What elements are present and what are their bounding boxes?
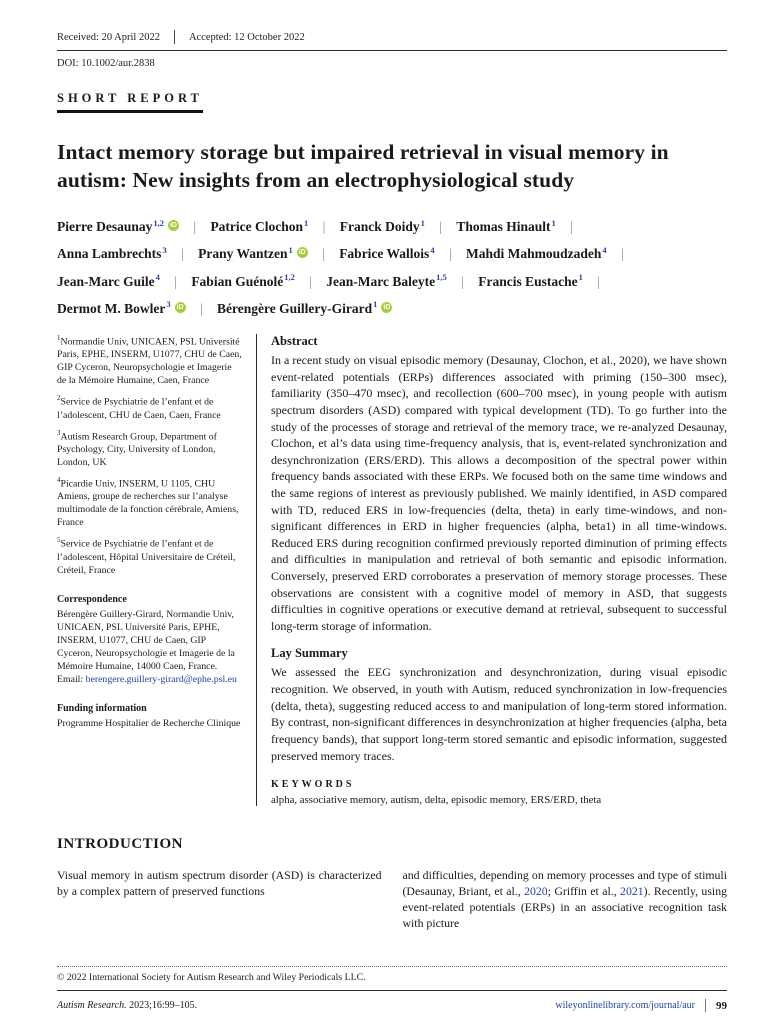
- author-separator: |: [439, 219, 442, 235]
- introduction-columns: [57, 867, 727, 931]
- author-name: Bérengère Guillery-Girard: [217, 300, 373, 316]
- affiliation: [57, 394, 243, 421]
- author-separator: |: [309, 273, 312, 289]
- author-name: Fabian Guénolé: [191, 273, 284, 289]
- header-rule: [57, 50, 727, 51]
- page-title: Intact memory storage but impaired retrieval in visual memory in autism: New insights from an electrophysiological study: [57, 140, 669, 192]
- author-name: Anna Lambrechts: [57, 246, 162, 262]
- citation-link[interactable]: 2020: [524, 884, 548, 899]
- author-affiliation-sup: 1,5: [436, 272, 447, 282]
- author-separator: |: [621, 246, 624, 262]
- introduction-heading: INTRODUCTION: [57, 836, 184, 853]
- doi: DOI: 10.1002/aur.2838: [57, 58, 155, 69]
- affiliation-text: Normandie Univ, UNICAEN, PSL Université Paris, EPHE, INSERM, U1077, CHU de Caen, GIP Cyceron, Neuropsychologie et Imagerie de la Mémoire Humaine, Caen, France: [57, 336, 242, 387]
- keywords-list: alpha, associative memory, autism, delta, episodic memory, ERS/ERD, theta: [271, 794, 602, 807]
- author-affiliation-sup: 1,2: [153, 217, 164, 228]
- author: [210, 219, 308, 234]
- received-accepted-row: [57, 30, 727, 44]
- author: [478, 274, 583, 289]
- author-affiliation-sup: 1,2: [284, 272, 295, 282]
- author-affiliation-sup: 1: [551, 217, 556, 228]
- author-affiliation-sup: 4: [430, 244, 435, 255]
- author-affiliation-sup: 1: [578, 272, 583, 282]
- author: [198, 246, 308, 261]
- abstract-heading: Abstract: [271, 334, 318, 349]
- page-footer: [57, 966, 727, 1012]
- author: [57, 219, 179, 234]
- author-separator: |: [199, 300, 203, 316]
- author: [339, 246, 434, 261]
- author-affiliation-sup: 4: [602, 244, 607, 255]
- author-name: Jean-Marc Guile: [57, 273, 155, 289]
- intro-text: ). Recently, using event-related potentials (ERPs) in an associative recognition task with picture: [402, 884, 727, 931]
- correspondence-text: [57, 608, 243, 686]
- author-separator: |: [461, 273, 464, 289]
- introduction-left-column: Visual memory in autism spectrum disorder (ASD) is characterized by a complex pattern of preserved functions: [57, 868, 382, 899]
- intro-text: ; Griffin et al.,: [547, 884, 621, 899]
- author-separator: |: [448, 246, 452, 262]
- affiliation-text: Service de Psychiatrie de l’enfant et de l’adolescent, Hôpital Universitaire de Créteil, Créteil, France: [57, 538, 236, 576]
- author-affiliation-sup: 4: [155, 272, 160, 282]
- affiliation-sup: 2: [57, 394, 61, 403]
- author-list: [57, 217, 727, 318]
- sidebar: [57, 334, 243, 806]
- introduction-right-column: [403, 867, 728, 931]
- author-name: Dermot M. Bowler: [57, 300, 166, 316]
- intro-text: and difficulties, depending on memory processes and type of stimuli (Desaunay, Briant, et al.,: [402, 868, 727, 899]
- affiliation: [57, 476, 243, 529]
- affiliation: [57, 536, 243, 576]
- author-name: Prany Wantzen: [198, 246, 288, 262]
- footer-row: [57, 999, 727, 1012]
- author-affiliation-sup: 3: [166, 299, 171, 310]
- author-name: Francis Eustache: [478, 273, 578, 289]
- orcid-icon[interactable]: iD: [383, 303, 391, 311]
- accepted-date: Accepted: 12 October 2022: [188, 31, 305, 43]
- page-number: 99: [716, 999, 727, 1012]
- dotted-rule: [57, 966, 727, 967]
- author-name: Thomas Hinault: [456, 219, 551, 235]
- author: [57, 274, 160, 289]
- author-separator: |: [322, 219, 326, 235]
- funding-heading: Funding information: [57, 703, 147, 715]
- abstract-section: [256, 334, 727, 806]
- orcid-icon[interactable]: iD: [298, 249, 306, 257]
- email-label: Email:: [57, 674, 86, 686]
- footer-right: [555, 999, 727, 1012]
- journal-name: Autism Research.: [57, 1000, 127, 1011]
- author-affiliation-sup: 1: [304, 217, 309, 228]
- author-line: [57, 244, 727, 264]
- author-line: [57, 298, 727, 318]
- author-separator: |: [597, 273, 600, 289]
- email-link[interactable]: berengere.guillery-girard@ephe.psl.eu: [85, 674, 237, 686]
- section-label: SHORT REPORT: [57, 91, 203, 113]
- author-separator: |: [570, 219, 573, 235]
- author: [466, 246, 607, 261]
- author-name: Patrice Clochon: [210, 219, 304, 235]
- footer-rule: [57, 990, 727, 991]
- received-date: Received: 20 April 2022: [57, 31, 160, 43]
- author-separator: |: [193, 219, 197, 235]
- author-name: Pierre Desaunay: [57, 219, 153, 235]
- citation-link[interactable]: 2021: [620, 884, 644, 899]
- author: [326, 274, 446, 289]
- affiliation: [57, 429, 243, 469]
- journal-url-link[interactable]: wileyonlinelibrary.com/journal/aur: [555, 1000, 695, 1011]
- lay-summary-body: We assessed the EEG synchronization and desynchronization, during visual episodic recognition. We observed, in youth with Autism, reduced synchronization in low-frequencies (delta, theta), suggesting reduced access to and manipulation of long-term stored information. By contrast, non-significant differences in desynchronization at higher frequencies (alpha, beta frequency bands), that support long-term stored semantic and episodic information, suggested preserved memory traces.: [271, 665, 727, 763]
- author-name: Mahdi Mahmoudzadeh: [466, 246, 602, 262]
- author: [57, 246, 167, 261]
- author-separator: |: [181, 246, 184, 262]
- citation-detail: 2023;16:99–105.: [126, 1000, 198, 1011]
- author-name: Franck Doidy: [339, 219, 420, 235]
- affiliation-text: Service de Psychiatrie de l’enfant et de l’adolescent, CHU de Caen, Caen, France: [57, 396, 221, 421]
- author-name: Jean-Marc Baleyte: [326, 273, 436, 289]
- author: [217, 301, 392, 316]
- author-separator: |: [322, 246, 325, 262]
- abstract-body: In a recent study on visual episodic memory (Desaunay, Clochon, et al., 2020), we have shown event-related potentials (ERPs) differences associated with priming (150–300 msec), familiarity (350–470 msec), and recollection (600–700 msec), in young people with autism spectrum disorders (ASD) compared with typical development (TD). To go further into the study of the processes of storage and retrieval of the memory trace, we re-analyzed Desaunay, Clochon, et al’s data using time-frequency analysis, that is, event-related synchronization and desynchronization (ERS/ERD). This allows a decomposition of the spectral power within frequency bands associated with these ERPs. We focused both on the same time windows and the same regions of interest as previously published. We mainly identified, in ASD compared with TD, reduced ERS in low-frequencies (delta, theta) in early time-windows, and non-significant differences in ERD in higher frequencies (alpha, beta1) in all time-windows. Reduced ERS during recognition confirmed previously reported diminution of priming effects and difficulties in manipulation and retrieval of both semantic and episodic information. Conversely, preserved ERD corroborates a preservation of memory storage processes. These observations are consistent with a cognitive model of memory in ASD, that suggests difficulties in cognitive operations or executive demand at retrieval, subsequent to successful long-term storage of information.: [271, 353, 727, 633]
- correspondence-heading: Correspondence: [57, 593, 127, 605]
- author-affiliation-sup: 1: [373, 299, 378, 310]
- author-affiliation-sup: 1: [420, 217, 425, 228]
- author-line: [57, 217, 727, 237]
- correspondence-body: Bérengère Guillery-Girard, Normandie Univ, UNICAEN, PSL Université Paris, EPHE, INSERM, U1077, CHU de Caen, GIP Cyceron, Neuropsychologie et Imagerie de la Mémoire Humaine, 14000 Caen, France.: [57, 609, 235, 673]
- author-separator: |: [174, 273, 177, 289]
- author: [340, 219, 425, 234]
- affiliation-sup: 5: [57, 536, 61, 545]
- orcid-icon[interactable]: iD: [169, 222, 177, 230]
- main-columns: [57, 334, 727, 806]
- author-affiliation-sup: 3: [162, 244, 167, 255]
- funding-text: Programme Hospitalier de Recherche Clinique: [57, 718, 241, 730]
- author: [191, 274, 295, 289]
- author: [456, 219, 555, 234]
- affiliation: [57, 334, 243, 387]
- footer-divider: [705, 999, 706, 1012]
- affiliation-sup: 4: [57, 476, 61, 485]
- author-affiliation-sup: 1: [288, 244, 293, 255]
- author-line: [57, 271, 727, 291]
- journal-citation: [57, 1000, 197, 1011]
- author: [57, 301, 186, 316]
- meta-divider: [174, 30, 175, 44]
- affiliation-sup: 1: [57, 334, 61, 343]
- affiliation-text: Picardie Univ, INSERM, U 1105, CHU Amiens, groupe de recherches sur l’analyse multimodale de la fonction cérébrale, Amiens, France: [57, 478, 239, 529]
- affiliation-text: Autism Research Group, Department of Psychology, City, University of London, London, UK: [57, 431, 217, 469]
- author-name: Fabrice Wallois: [339, 246, 430, 262]
- copyright-line: © 2022 International Society for Autism Research and Wiley Periodicals LLC.: [57, 972, 366, 983]
- orcid-icon[interactable]: iD: [176, 303, 184, 311]
- affiliation-sup: 3: [57, 428, 61, 437]
- keywords-heading: KEYWORDS: [271, 779, 355, 791]
- lay-summary-heading: Lay Summary: [271, 646, 348, 661]
